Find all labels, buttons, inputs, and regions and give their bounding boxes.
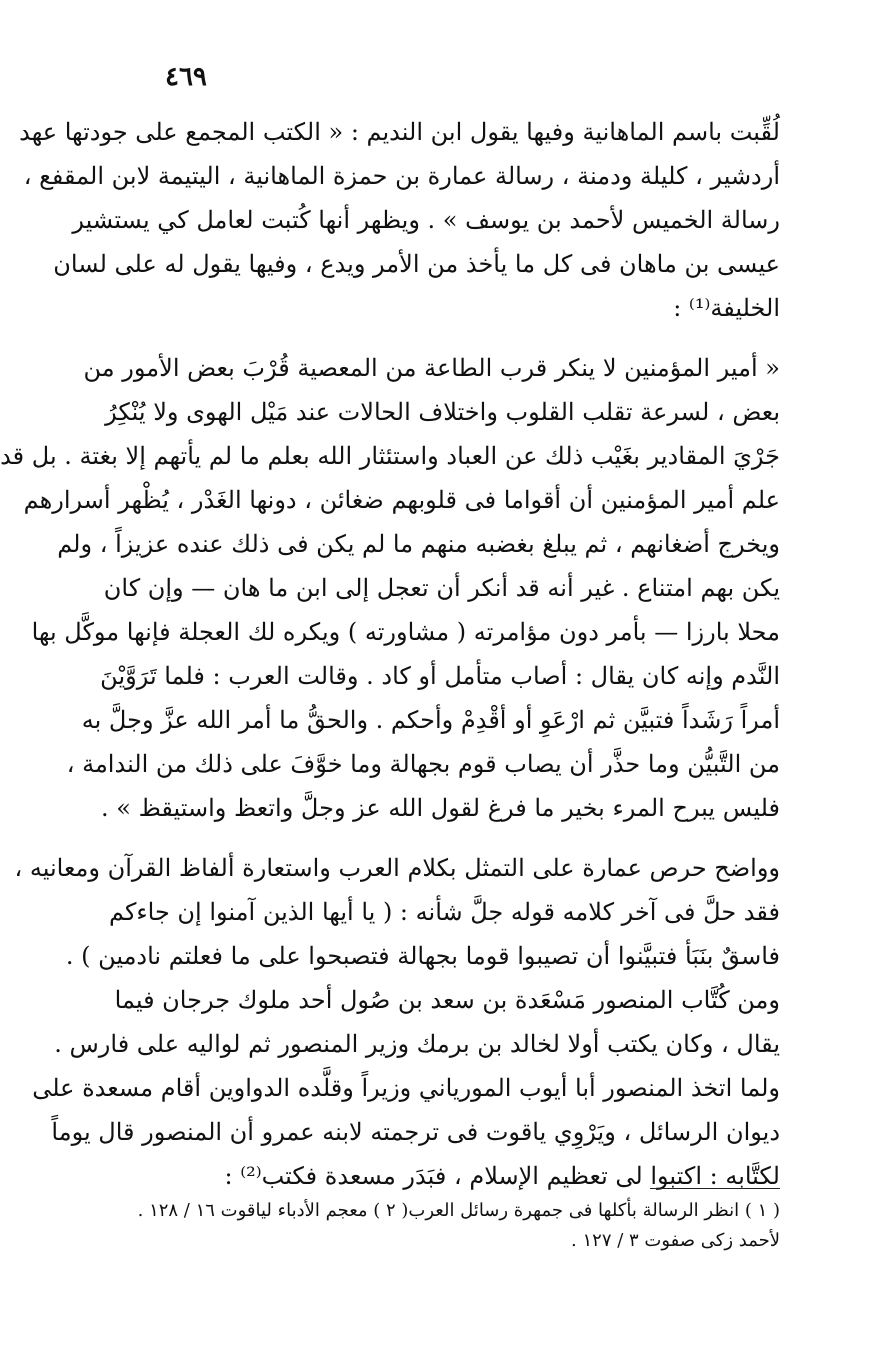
paragraph-gap — [157, 330, 780, 346]
text-line: وواضح حرص عمارة على التمثل بكلام العرب واستعارة ألفاظ القرآن ومعانيه ، — [14, 854, 780, 882]
footnote-2: ( ٢ ) معجم الأدباء لياقوت ١٦ / ١٢٨ . — [137, 1200, 409, 1221]
body-text — [0, 110, 780, 1198]
text-line: ولما اتخذ المنصور أبا أيوب المورياني وزيراً وقلَّده الدواوين أقام مسعدة على — [32, 1074, 780, 1102]
footnotes — [137, 1196, 780, 1256]
text-line: محلا بارزا — بأمر دون مؤامرته ( مشاورته ) ويكره لك العجلة فإنها موكَّل بها — [31, 618, 780, 646]
text-line: فليس يبرح المرء بخير ما فرغ لقول الله عز وجلَّ واتعظ واستيقظ » . — [101, 794, 780, 822]
text-line: ويخرج أضغانهم ، ثم يبلغ بغضبه منهم ما لم يكن فى ذلك عنده عزيزاً ، ولم — [57, 530, 780, 558]
text-line: يقال ، وكان يكتب أولا لخالد بن برمك وزير المنصور ثم لواليه على فارس . — [54, 1030, 780, 1058]
text-line: عيسى بن ماهان فى كل ما يأخذ من الأمر ويدع ، وفيها يقول له على لسان — [53, 250, 780, 278]
text-line: أمراً رَشَداً فتبيَّن ثم ارْعَوِ أو أقْدِمْ وأحكم . والحقُّ ما أمر الله عزَّ وجلَّ به — [81, 706, 780, 734]
text-line: جَرْيَ المقادير بغَيْب ذلك عن العباد واستئثار الله بعلم ما لم يأتهم إلا بغتة . بل قد — [0, 442, 780, 470]
text-line: الخليفة⁽¹⁾ : — [673, 294, 780, 322]
text-line: أردشير ، كليلة ودمنة ، رسالة عمارة بن حمزة الماهانية ، اليتيمة لابن المقفع ، — [23, 162, 780, 190]
text-line: ومن كُتَّاب المنصور مَسْعَدة بن سعد بن صُول أحد ملوك جرجان فيما — [114, 986, 780, 1014]
page-number: ٤٦٩ — [165, 62, 207, 92]
text-line: النَّدم وإنه كان يقال : أصاب متأمل أو كاد . وقالت العرب : فلما تَرَوَّيْنَ — [100, 662, 780, 690]
text-line: لُقِّبت باسم الماهانية وفيها يقول ابن النديم : « الكتب المجمع على جودتها عهد — [19, 118, 780, 146]
paragraph-4 — [32, 978, 780, 1198]
text-line: ديوان الرسائل ، ويَرْوِي ياقوت فى ترجمته لابنه عمرو أن المنصور قال يوماً — [51, 1118, 780, 1146]
text-line: رسالة الخميس لأحمد بن يوسف » . ويظهر أنها كُتبت لعامل كي يستشير — [72, 206, 780, 234]
paragraph-3 — [14, 846, 780, 978]
text-line: من التَّبيُّن وما حذَّر أن يصاب قوم بجهالة وما خوَّفَ على ذلك من الندامة ، — [66, 750, 780, 778]
text-line: فاسقٌ بنَبَأ فتبيَّنوا أن تصيبوا قوما بجهالة فتصبحوا على ما فعلتم نادمين ) . — [65, 942, 780, 970]
footnote-1-continued: لأحمد زكى صفوت ٣ / ١٢٧ . — [571, 1230, 780, 1251]
paragraph-1 — [19, 110, 780, 330]
text-line: يكن بهم امتناع . غير أنه قد أنكر أن تعجل إلى ابن ما هان — وإن كان — [103, 574, 780, 602]
text-line: لكتَّابه : اكتبوا لى تعظيم الإسلام ، فبَدَر مسعدة فكتب⁽²⁾ : — [224, 1162, 780, 1190]
paragraph-2-quote — [0, 346, 780, 830]
text-line: فقد حلَّ فى آخر كلامه قوله جلَّ شأنه : ( يا أيها الذين آمنوا إن جاءكم — [108, 898, 780, 926]
footnote-divider — [650, 1188, 780, 1189]
paragraph-gap — [157, 830, 780, 846]
footnote-1: ( ١ ) انظر الرسالة بأكلها فى جمهرة رسائل العرب — [408, 1200, 780, 1221]
text-line: « أمير المؤمنين لا ينكر قرب الطاعة من المعصية قُرْبَ بعض الأمور من — [83, 354, 780, 382]
footnote-row — [137, 1196, 780, 1226]
text-line: بعض ، لسرعة تقلب القلوب واختلاف الحالات عند مَيْل الهوى ولا يُنْكِرُ — [105, 398, 780, 426]
text-line: علم أمير المؤمنين أن أقواما فى قلوبهم ضغائن ، دونها الغَدْر ، يُظْهر أسرارهم — [23, 486, 780, 514]
